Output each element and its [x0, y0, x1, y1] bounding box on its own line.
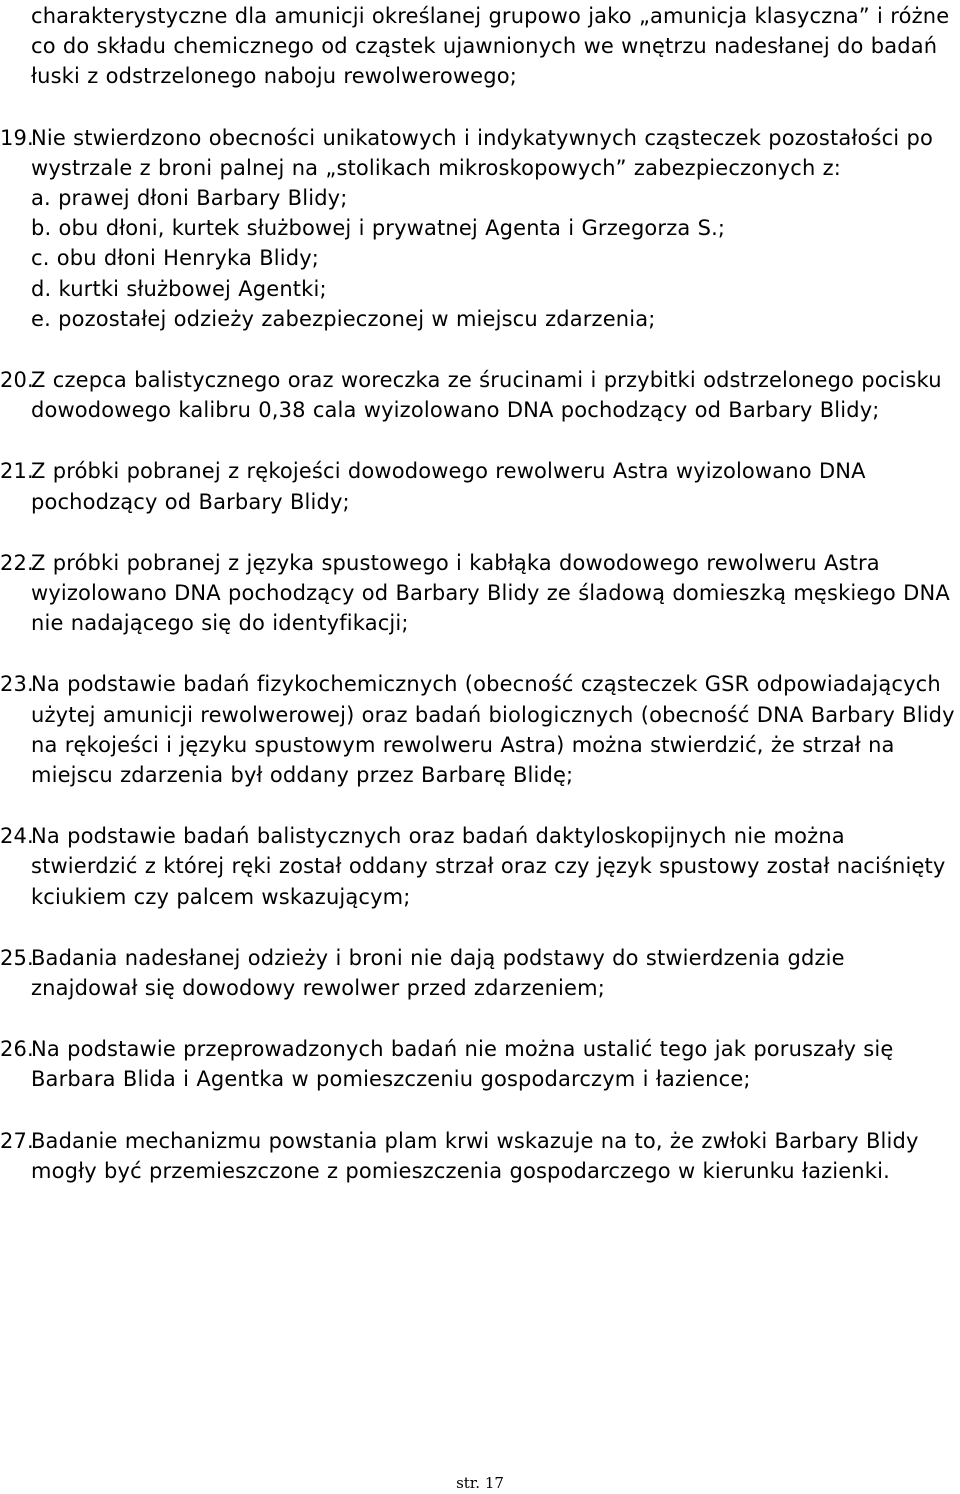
- item-text: Na podstawie przeprowadzonych badań nie można ustalić tego jak poruszały się Barbara Blida i Agentka w pomieszczeniu gospodarczym i łazience;: [31, 1037, 894, 1092]
- item-number: 21.: [0, 459, 34, 484]
- item-number: 24.: [0, 824, 34, 849]
- subitem-c: c. obu dłoni Henryka Blidy;: [31, 246, 320, 271]
- item-text: Nie stwierdzono obecności unikatowych i indykatywnych cząsteczek pozostałości po wystrzale z broni palnej na „stolikach mikroskopowych” zabezpieczonych z:: [31, 125, 933, 180]
- list-item-19: [0, 123, 956, 334]
- item-text: Badania nadesłanej odzieży i broni nie dają podstawy do stwierdzenia gdzie znajdował się dowodowy rewolwer przed zdarzeniem;: [31, 945, 845, 1001]
- page-number: str. 17: [456, 1474, 504, 1492]
- subitem-b: b. obu dłoni, kurtek służbowej i prywatnej Agenta i Grzegorza S.;: [31, 216, 726, 241]
- list-item-21: [0, 456, 956, 516]
- item-number: 25.: [0, 945, 34, 970]
- item-text: Na podstawie badań balistycznych oraz badań daktyloskopijnych nie można stwierdzić z której ręki został oddany strzał oraz czy język spustowy został naciśnięty kciukiem czy palcem wskazującym;: [31, 824, 946, 909]
- list-item-22: [0, 548, 956, 639]
- item-number: 19.: [0, 125, 34, 150]
- list-item-23: [0, 669, 956, 790]
- item-number: 27.: [0, 1128, 34, 1153]
- subitem-d: d. kurtki służbowej Agentki;: [31, 276, 327, 301]
- item-text: Z próbki pobranej z języka spustowego i kabłąka dowodowego rewolweru Astra wyizolowano DNA pochodzący od Barbary Blidy ze śladową domieszką męskiego DNA nie nadającego się do identyfikacji;: [31, 550, 950, 636]
- item-number: 20.: [0, 368, 34, 393]
- intro-paragraph: charakterystyczne dla amunicji określanej grupowo jako „amunicja klasyczna” i różne co do składu chemicznego od cząstek ujawnionych we wnętrzu nadesłanej do badań łuski z odstrzelonego naboju rewolwerowego;: [31, 4, 950, 89]
- subitem-a: a. prawej dłoni Barbary Blidy;: [31, 186, 348, 211]
- list-item-27: [0, 1126, 956, 1186]
- item-text: Na podstawie badań fizykochemicznych (obecność cząsteczek GSR odpowiadających użytej amunicji rewolwerowej) oraz badań biologicznych (obecność DNA Barbary Blidy na rękojeści i języku spustowym rewolweru Astra) można stwierdzić, że strzał na miejscu zdarzenia był oddany przez Barbarę Blidę;: [31, 672, 955, 788]
- item-text: Z próbki pobranej z rękojeści dowodowego rewolweru Astra wyizolowano DNA pochodzący od Barbary Blidy;: [31, 459, 866, 514]
- item-text: Badanie mechanizmu powstania plam krwi wskazuje na to, że zwłoki Barbary Blidy mogły być przemieszczone z pomieszczenia gospodarczego w kierunku łazienki.: [31, 1128, 919, 1183]
- item-number: 23.: [0, 672, 34, 697]
- item-number: 22.: [0, 550, 34, 575]
- list-item-26: [0, 1034, 956, 1094]
- list-item-24: [0, 821, 956, 912]
- item-text: Z czepca balistycznego oraz woreczka ze śrucinami i przybitki odstrzelonego pocisku dowodowego kalibru 0,38 cala wyizolowano DNA pochodzący od Barbary Blidy;: [31, 368, 942, 423]
- item-number: 26.: [0, 1037, 34, 1062]
- subitem-e: e. pozostałej odzieży zabezpieczonej w miejscu zdarzenia;: [31, 306, 656, 331]
- list-item-20: [0, 365, 956, 425]
- page-footer: [0, 1474, 960, 1492]
- list-item-25: [0, 943, 956, 1003]
